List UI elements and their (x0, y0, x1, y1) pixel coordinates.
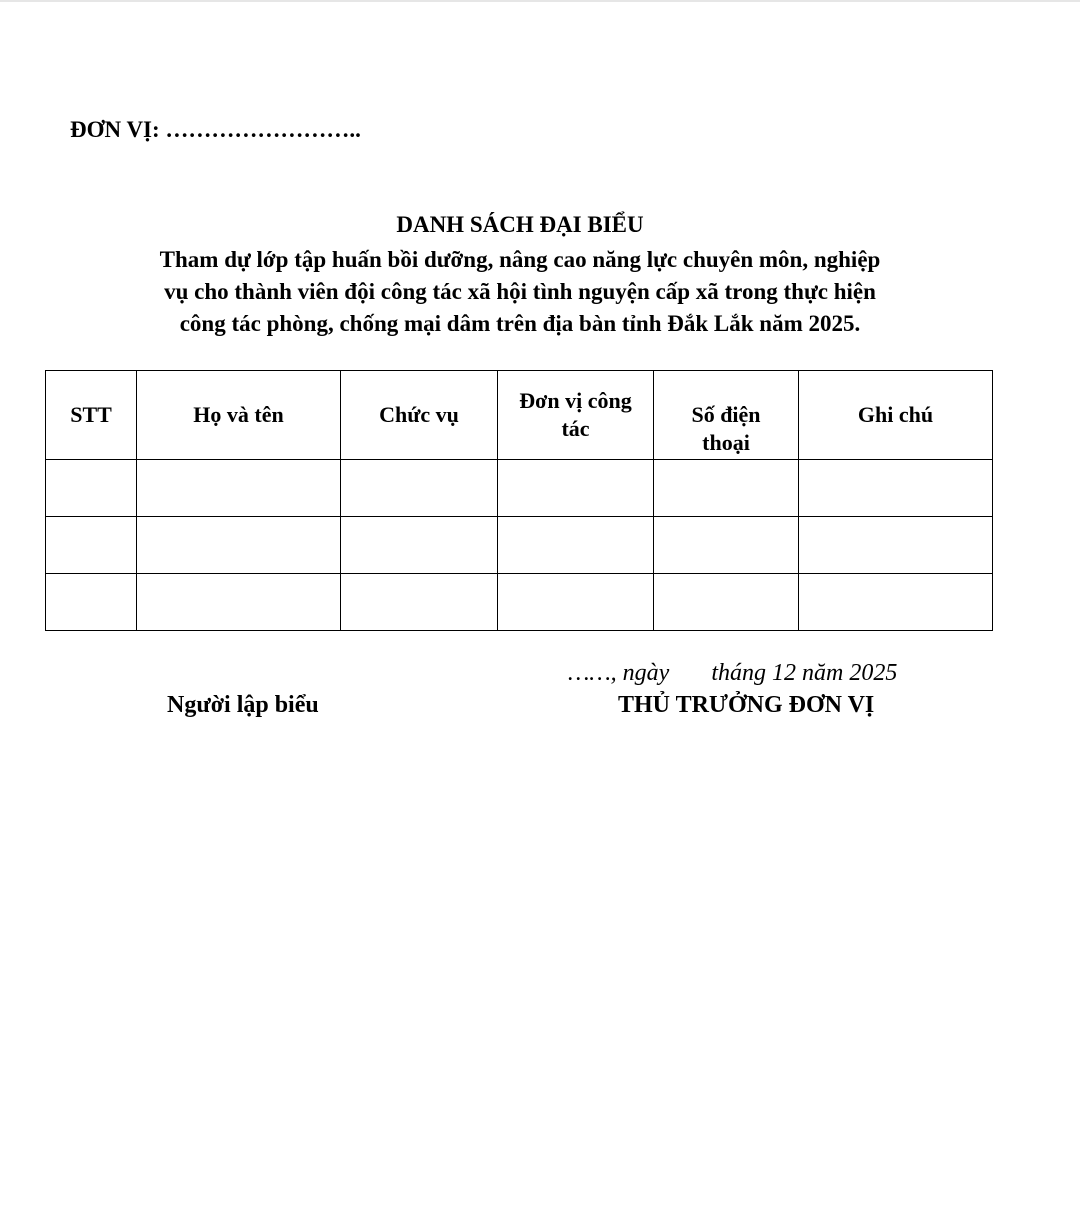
column-header-notes: Ghi chú (799, 371, 993, 460)
table-cell[interactable] (137, 460, 341, 517)
table-cell[interactable] (654, 517, 799, 574)
page-top-border (0, 0, 1080, 2)
table-cell[interactable] (137, 574, 341, 631)
head-of-unit-signature-label: THỦ TRƯỞNG ĐƠN VỊ (618, 692, 875, 718)
table-cell[interactable] (341, 517, 498, 574)
table-cell[interactable] (46, 517, 137, 574)
table-cell[interactable] (498, 574, 654, 631)
table-cell[interactable] (341, 574, 498, 631)
delegate-table (45, 370, 993, 631)
preparer-signature-label: Người lập biểu (167, 692, 319, 718)
document-subtitle (0, 244, 1040, 340)
table-cell[interactable] (799, 574, 993, 631)
table-header-row (46, 371, 993, 460)
table-cell[interactable] (799, 517, 993, 574)
table-cell[interactable] (46, 460, 137, 517)
table-row (46, 574, 993, 631)
subtitle-line: vụ cho thành viên đội công tác xã hội tình nguyện cấp xã trong thực hiện (164, 279, 876, 304)
table-cell[interactable] (46, 574, 137, 631)
subtitle-line: công tác phòng, chống mại dâm trên địa bàn tỉnh Đắk Lắk năm 2025. (179, 311, 861, 336)
column-header-phone: Số điện thoại (654, 371, 799, 460)
date-month-year: tháng 12 năm 2025 (711, 660, 898, 686)
document-title: DANH SÁCH ĐẠI BIỂU (396, 212, 644, 237)
table-row (46, 460, 993, 517)
column-header-workplace: Đơn vị công tác (498, 371, 654, 460)
column-header-position: Chức vụ (341, 371, 498, 460)
subtitle-line: Tham dự lớp tập huấn bồi dưỡng, nâng cao năng lực chuyên môn, nghiệp (159, 247, 881, 272)
table-cell[interactable] (799, 460, 993, 517)
date-day: ……, ngày (568, 660, 670, 686)
column-header-stt: STT (46, 371, 137, 460)
table-cell[interactable] (137, 517, 341, 574)
table-cell[interactable] (654, 574, 799, 631)
date-line (568, 660, 897, 687)
table-row (46, 517, 993, 574)
table-cell[interactable] (654, 460, 799, 517)
table-cell[interactable] (498, 460, 654, 517)
table-cell[interactable] (341, 460, 498, 517)
unit-label: ĐƠN VỊ: …………………….. (70, 117, 361, 142)
table-cell[interactable] (498, 517, 654, 574)
column-header-name: Họ và tên (137, 371, 341, 460)
